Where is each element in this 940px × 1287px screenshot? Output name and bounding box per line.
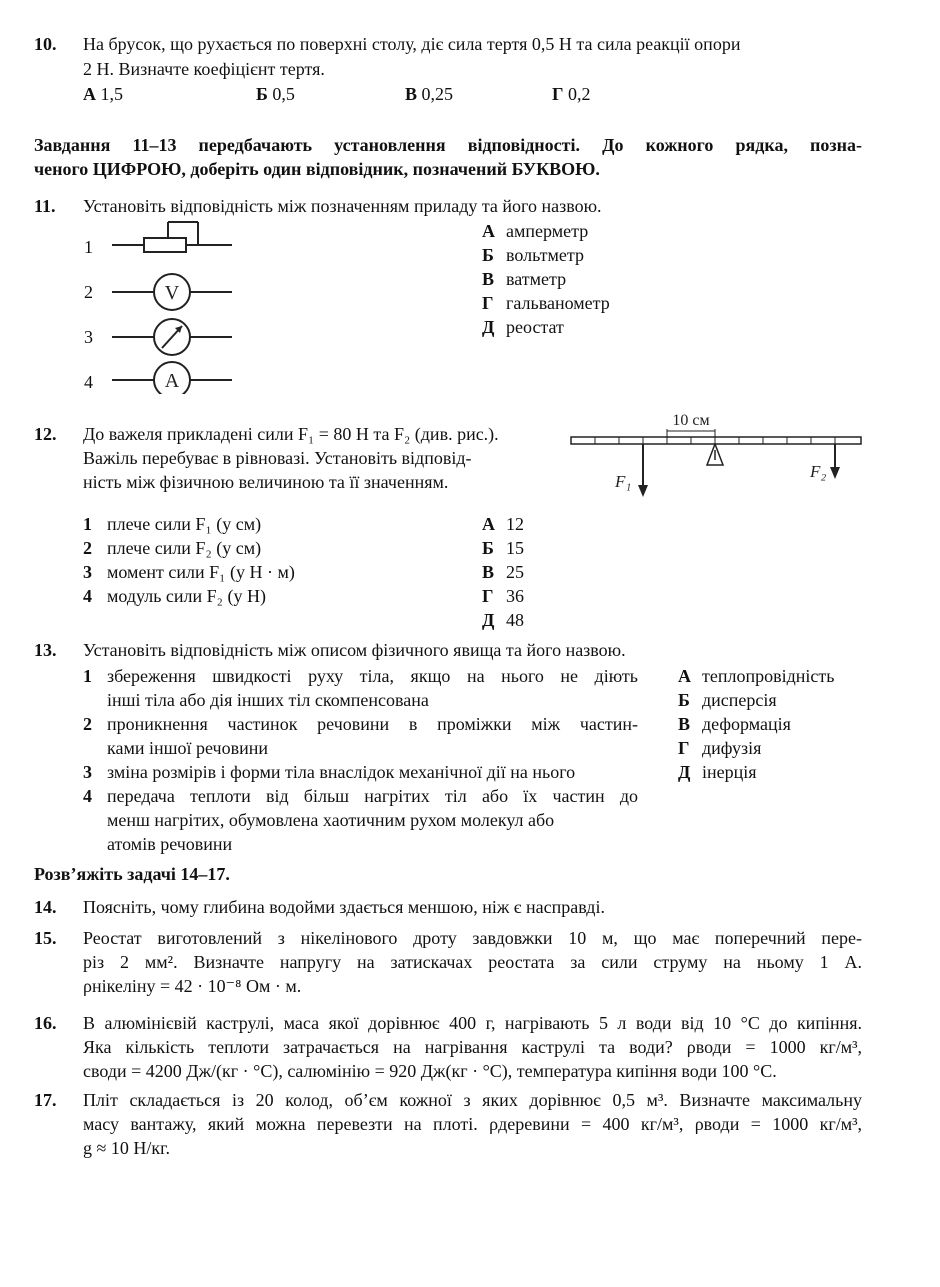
- item-text: плече сили F₁ (у см): [107, 514, 262, 534]
- answer-text: ватметр: [506, 269, 567, 289]
- item-text: модуль сили F₂ (у Н): [107, 586, 266, 606]
- option-value: 1,5: [100, 84, 123, 104]
- answer-option: [482, 560, 524, 584]
- item-number: 1: [83, 514, 92, 534]
- answer-option: [482, 608, 524, 632]
- item-number: 4: [83, 786, 92, 806]
- q17-line2: масу вантажу, який можна перевезти на плоті. ρдеревини = 400 кг/м³, ρводи = 1000 кг/м³,: [83, 1114, 862, 1134]
- answer-letter: А: [482, 514, 495, 534]
- option-letter: В: [405, 84, 418, 104]
- q12-text-line1: До важеля прикладені сили F₁ = 80 Н та F₂ (див. рис.).: [83, 424, 499, 444]
- item-text: плече сили F₂ (у см): [107, 538, 262, 558]
- answer-text: реостат: [506, 317, 564, 337]
- answer-value: 25: [506, 562, 524, 582]
- answer-text: деформація: [702, 714, 791, 734]
- option-value: 0,5: [272, 84, 295, 104]
- item-line: менш нагрітих, обумовлена хаотичним рухом молекул або: [107, 810, 555, 830]
- dimension-bracket: [667, 429, 715, 437]
- q12-text-line3: ність між фізичною величиною та її значенням.: [83, 472, 449, 492]
- answer-letter: Г: [678, 738, 690, 758]
- item-number: 3: [83, 762, 92, 782]
- q12-item: [83, 512, 295, 536]
- lever-bar: [571, 437, 861, 444]
- rheostat-symbol: [112, 222, 232, 252]
- q16-line3: cводи = 4200 Дж/(кг · °С), cалюмінію = 920 Дж(кг · °С), температура кипіння води 100 °С.: [83, 1061, 777, 1081]
- q15-line2: різ 2 мм². Визначте напругу на затискачах реостата за сили струму на ньому 1 А.: [83, 952, 862, 972]
- item-line: атомів речовини: [107, 834, 233, 854]
- question-number-11: 11.: [34, 196, 56, 216]
- q13-text: Установіть відповідність між описом фізичного явища та його назвою.: [83, 640, 626, 660]
- dimension-label: 10 см: [672, 412, 710, 429]
- answer-value: 36: [506, 586, 524, 606]
- ammeter-letter: A: [164, 370, 180, 392]
- item-number: 1: [83, 666, 92, 686]
- answer-letter: Д: [678, 762, 691, 782]
- option-letter: Г: [552, 84, 564, 104]
- q13-answers: [678, 664, 834, 784]
- answer-option: [482, 536, 524, 560]
- q11-row-number: 2: [84, 282, 93, 302]
- answer-text: вольтметр: [506, 245, 584, 265]
- instrument-symbols-figure: [108, 214, 238, 394]
- q13-items: [83, 664, 638, 856]
- q16-line2: Яка кількість теплоти затрачається на нагрівання каструлі та води? ρводи = 1000 кг/м³,: [83, 1037, 862, 1057]
- q10-option-a: [83, 82, 123, 106]
- q11-row-number: 1: [84, 237, 93, 257]
- answer-text: інерція: [702, 762, 757, 782]
- answer-letter: Б: [678, 690, 690, 710]
- q15-line3: ρнікеліну = 42 · 10⁻⁸ Ом · м.: [83, 976, 302, 996]
- q10-option-d: [552, 82, 590, 106]
- q11-row-number: 4: [84, 372, 93, 392]
- answer-option: [678, 688, 834, 712]
- lever-figure: [565, 405, 870, 500]
- question-number-16: 16.: [34, 1013, 57, 1033]
- answer-value: 48: [506, 610, 524, 630]
- answer-letter: В: [678, 714, 691, 734]
- answer-option: [482, 267, 610, 291]
- instructions-line1: Завдання 11–13 передбачають установлення відповідності. До кожного рядка, позна-: [34, 135, 862, 155]
- item-text: момент сили F₁ (у Н · м): [107, 562, 295, 582]
- answer-value: 12: [506, 514, 524, 534]
- galvanometer-symbol: [112, 319, 232, 355]
- option-letter: Б: [256, 84, 268, 104]
- item-line: передача теплоти від більш нагрітих тіл або їх частин до: [107, 786, 638, 806]
- answer-option: [482, 219, 610, 243]
- answer-text: дисперсія: [702, 690, 777, 710]
- solve-header: Розв’яжіть задачі 14–17.: [34, 864, 230, 884]
- answer-letter: Б: [482, 538, 494, 558]
- q12-item: [83, 560, 295, 584]
- force-f2-arrow: [830, 444, 840, 479]
- voltmeter-letter: V: [164, 282, 180, 304]
- option-value: 0,2: [567, 84, 591, 104]
- q15-line1: Реостат виготовлений з нікелінового дроту завдовжки 10 м, що має поперечний пере-: [83, 928, 862, 948]
- answer-text: амперметр: [506, 221, 589, 241]
- question-number-12: 12.: [34, 424, 57, 444]
- answer-text: теплопровідність: [702, 666, 835, 686]
- answer-option: [678, 760, 834, 784]
- item-line: інші тіла або дія інших тіл скомпенсована: [107, 690, 429, 710]
- answer-letter: Д: [482, 610, 495, 630]
- item-number: 2: [83, 714, 92, 734]
- question-number-17: 17.: [34, 1090, 57, 1110]
- instructions-line2: ченого ЦИФРОЮ, доберіть один відповідник, позначений БУКВОЮ.: [34, 159, 600, 179]
- answer-option: [482, 315, 610, 339]
- q12-answers: [482, 512, 524, 632]
- q17-line3: g ≈ 10 Н/кг.: [83, 1138, 170, 1158]
- answer-letter: А: [482, 221, 495, 241]
- answer-option: [482, 243, 610, 267]
- q13-item: [83, 760, 638, 784]
- q12-items: [83, 512, 295, 608]
- question-number-10: 10.: [34, 34, 57, 54]
- question-number-15: 15.: [34, 928, 57, 948]
- q17-line1: Пліт складається із 20 колод, об’єм кожної з яких дорівнює 0,5 м³. Визначте максимальну: [83, 1090, 862, 1110]
- q11-answers: [482, 219, 610, 339]
- q13-item: [83, 712, 638, 760]
- force-f2-label: F₂: [810, 462, 827, 481]
- q13-item: [83, 784, 638, 856]
- item-number: 3: [83, 562, 92, 582]
- answer-value: 15: [506, 538, 524, 558]
- item-line: зміна розмірів і форми тіла внаслідок механічної дії на нього: [107, 762, 576, 782]
- q10-text-line2: 2 Н. Визначте коефіцієнт тертя.: [83, 59, 325, 79]
- answer-text: дифузія: [702, 738, 762, 758]
- answer-option: [482, 291, 610, 315]
- item-number: 2: [83, 538, 92, 558]
- q10-text-line1: На брусок, що рухається по поверхні столу, діє сила тертя 0,5 Н та сила реакції опори: [83, 34, 741, 54]
- answer-letter: В: [482, 269, 495, 289]
- q12-item: [83, 584, 295, 608]
- q10-option-b: [256, 82, 295, 106]
- item-line: ками іншої речовини: [107, 738, 268, 758]
- answer-option: [678, 664, 834, 688]
- answer-option: [482, 584, 524, 608]
- force-f1-arrow: [638, 444, 648, 497]
- answer-option: [482, 512, 524, 536]
- answer-letter: Г: [482, 293, 494, 313]
- q16-line1: В алюмінієвій каструлі, маса якої дорівнює 400 г, нагрівають 5 л води від 10 °С до кипіння.: [83, 1013, 862, 1033]
- q12-item: [83, 536, 295, 560]
- answer-letter: Г: [482, 586, 494, 606]
- q11-row-number: 3: [84, 327, 93, 347]
- question-number-13: 13.: [34, 640, 57, 660]
- force-f1-label: F₁: [615, 472, 632, 491]
- q12-text-line2: Важіль перебуває в рівновазі. Установіть відповід-: [83, 448, 472, 468]
- q13-item: [83, 664, 638, 712]
- answer-letter: А: [678, 666, 691, 686]
- item-line: збереження швидкості руху тіла, якщо на нього не діють: [107, 666, 638, 686]
- answer-letter: Б: [482, 245, 494, 265]
- option-value: 0,25: [421, 84, 454, 104]
- answer-letter: В: [482, 562, 495, 582]
- answer-option: [678, 736, 834, 760]
- item-line: проникнення частинок речовини в проміжки між частин-: [107, 714, 638, 734]
- question-number-14: 14.: [34, 897, 57, 917]
- q14-text: Поясніть, чому глибина водойми здається меншою, ніж є насправді.: [83, 897, 605, 917]
- option-letter: А: [83, 84, 96, 104]
- q11-text: Установіть відповідність між позначенням приладу та його назвою.: [83, 196, 602, 216]
- answer-letter: Д: [482, 317, 495, 337]
- answer-option: [678, 712, 834, 736]
- item-number: 4: [83, 586, 92, 606]
- answer-text: гальванометр: [506, 293, 610, 313]
- q10-option-c: [405, 82, 453, 106]
